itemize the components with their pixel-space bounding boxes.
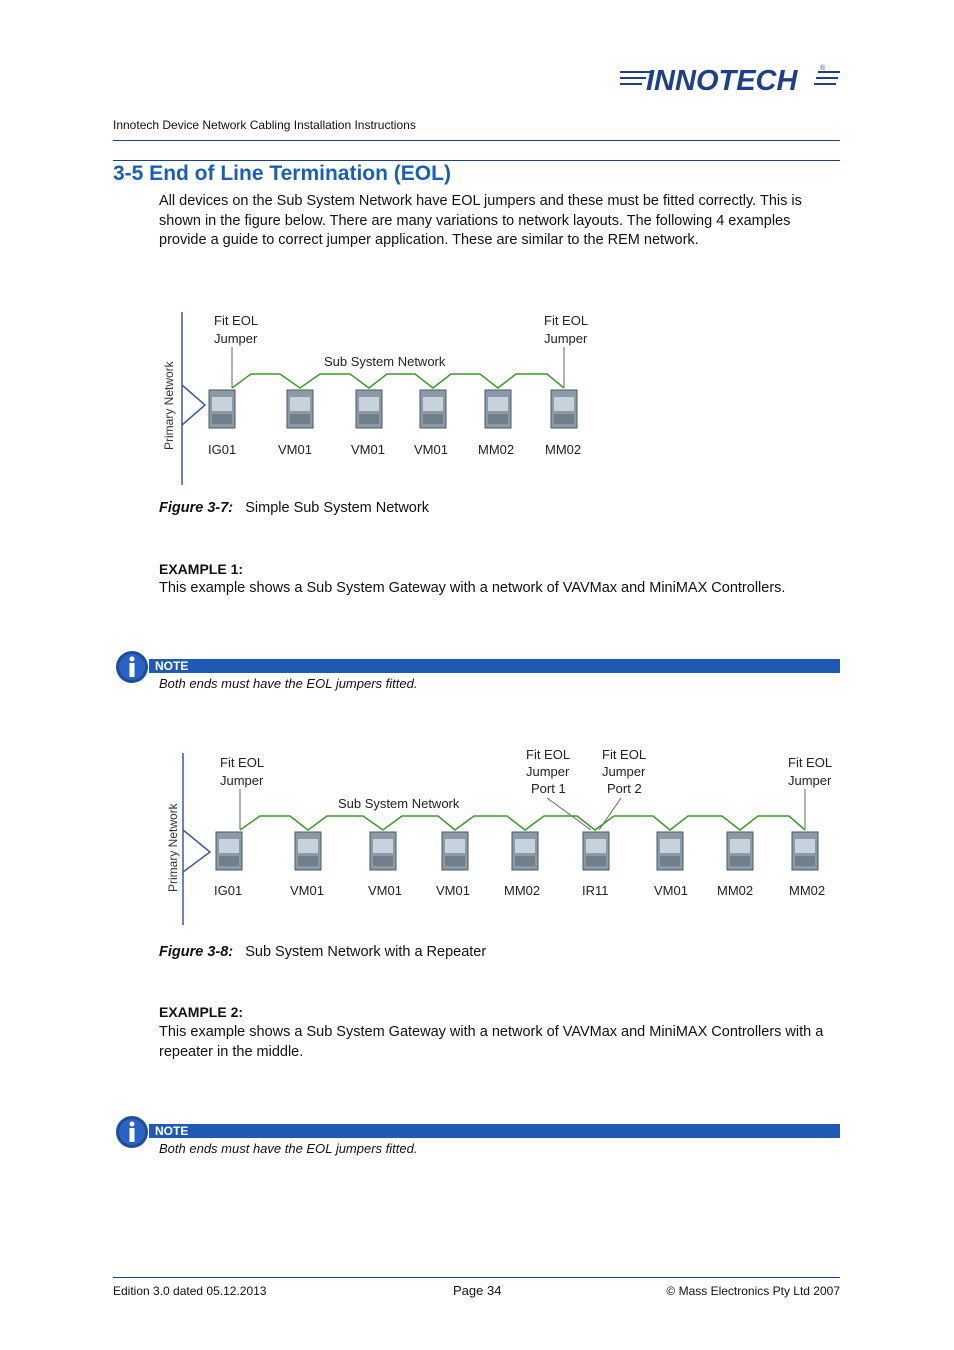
example-text-line: repeater in the middle.	[159, 1043, 304, 1060]
device-mm02	[727, 832, 753, 870]
document-title: Innotech Device Network Cabling Installation Instructions	[113, 118, 416, 132]
device-label: MM02	[717, 883, 754, 898]
info-icon	[115, 650, 149, 684]
eol-label-port1: Jumper	[526, 764, 570, 779]
figure-caption-text: Simple Sub System Network	[245, 500, 429, 516]
figure-label: Figure 3-7:	[159, 500, 234, 516]
footer-edition: Edition 3.0 dated 05.12.2013	[113, 1284, 267, 1298]
device-label: MM02	[504, 883, 541, 898]
intro-line: All devices on the Sub System Network have EOL jumpers and these must be fitted correctly. This is	[159, 193, 802, 209]
eol-label-right: Fit EOL	[788, 755, 833, 770]
eol-label-left: Fit EOL	[214, 313, 259, 328]
figure-caption	[159, 500, 429, 516]
device-mm02	[792, 832, 818, 870]
device-label: VM01	[414, 442, 448, 457]
innotech-logo	[620, 62, 842, 96]
device-label: VM01	[351, 442, 385, 457]
network-cable	[240, 816, 805, 830]
primary-network-label: Primary Network	[162, 361, 176, 450]
eol-label-left: Fit EOL	[220, 755, 265, 770]
intro-line: shown in the figure below. There are many variations to network layouts. The following 4 examples	[159, 212, 791, 229]
device-mm02	[551, 390, 577, 428]
device-label: IR11	[582, 883, 609, 898]
example-text: This example shows a Sub System Gateway with a network of VAVMax and MiniMAX Controllers.	[159, 580, 786, 596]
primary-network-label: Primary Network	[166, 803, 180, 892]
example-text-line: This example shows a Sub System Gateway with a network of VAVMax and MiniMAX Controllers with a	[159, 1024, 824, 1040]
device-ig01	[216, 832, 242, 870]
device-mm02	[485, 390, 511, 428]
info-icon	[115, 1115, 149, 1149]
device-vm01	[420, 390, 446, 428]
figure-caption	[159, 944, 486, 960]
device-label: VM01	[368, 883, 402, 898]
eol-label-left: Jumper	[214, 331, 258, 346]
eol-label-port2: Port 2	[607, 781, 642, 796]
header-rule	[113, 140, 840, 141]
example-title: EXAMPLE 2:	[159, 1004, 244, 1020]
figure-caption-text: Sub System Network with a Repeater	[245, 944, 487, 960]
figure-repeater-network	[155, 740, 855, 930]
eol-label-left: Jumper	[220, 773, 264, 788]
device-ig01	[209, 390, 235, 428]
network-label: Sub System Network	[338, 796, 460, 811]
footer-rule	[113, 1277, 840, 1278]
note-bar: NOTE	[149, 659, 840, 673]
eol-label-port1: Port 1	[531, 781, 566, 796]
note-text: Both ends must have the EOL jumpers fitted.	[159, 1141, 418, 1156]
device-vm01	[356, 390, 382, 428]
eol-label-right: Jumper	[544, 331, 588, 346]
eol-label-right: Fit EOL	[544, 313, 589, 328]
section-heading: 3-5 End of Line Termination (EOL)	[113, 162, 451, 185]
eol-label-port2: Fit EOL	[602, 747, 647, 762]
intro-paragraph	[159, 192, 849, 251]
device-label: MM02	[545, 442, 582, 457]
device-label: IG01	[208, 442, 237, 457]
device-label: IG01	[214, 883, 243, 898]
figure-simple-network	[155, 300, 615, 490]
intro-line: provide a guide to correct jumper application. These are similar to the REM network.	[159, 232, 699, 248]
device-ir11	[583, 832, 609, 870]
device-label: MM02	[478, 442, 515, 457]
footer-copyright: © Mass Electronics Pty Ltd 2007	[666, 1284, 840, 1298]
example-title: EXAMPLE 1:	[159, 561, 244, 577]
example-text	[159, 1023, 849, 1062]
footer-page-number: Page 34	[453, 1283, 502, 1298]
network-cable	[232, 374, 564, 388]
device-label: VM01	[654, 883, 688, 898]
note-text: Both ends must have the EOL jumpers fitted.	[159, 676, 418, 691]
device-vm01	[442, 832, 468, 870]
device-vm01	[657, 832, 683, 870]
device-vm01	[295, 832, 321, 870]
note-bar: NOTE	[149, 1124, 840, 1138]
logo-text: INNOTECH	[646, 65, 798, 96]
registered-mark: ®	[820, 65, 826, 72]
eol-label-port1: Fit EOL	[526, 747, 571, 762]
device-label: VM01	[290, 883, 324, 898]
device-label: VM01	[278, 442, 312, 457]
device-vm01	[287, 390, 313, 428]
eol-label-port2: Jumper	[602, 764, 646, 779]
figure-label: Figure 3-8:	[159, 944, 234, 960]
eol-label-right: Jumper	[788, 773, 832, 788]
section-rule	[113, 160, 840, 161]
device-label: VM01	[436, 883, 470, 898]
device-mm02	[512, 832, 538, 870]
device-label: MM02	[789, 883, 826, 898]
network-label: Sub System Network	[324, 354, 446, 369]
device-vm01	[370, 832, 396, 870]
